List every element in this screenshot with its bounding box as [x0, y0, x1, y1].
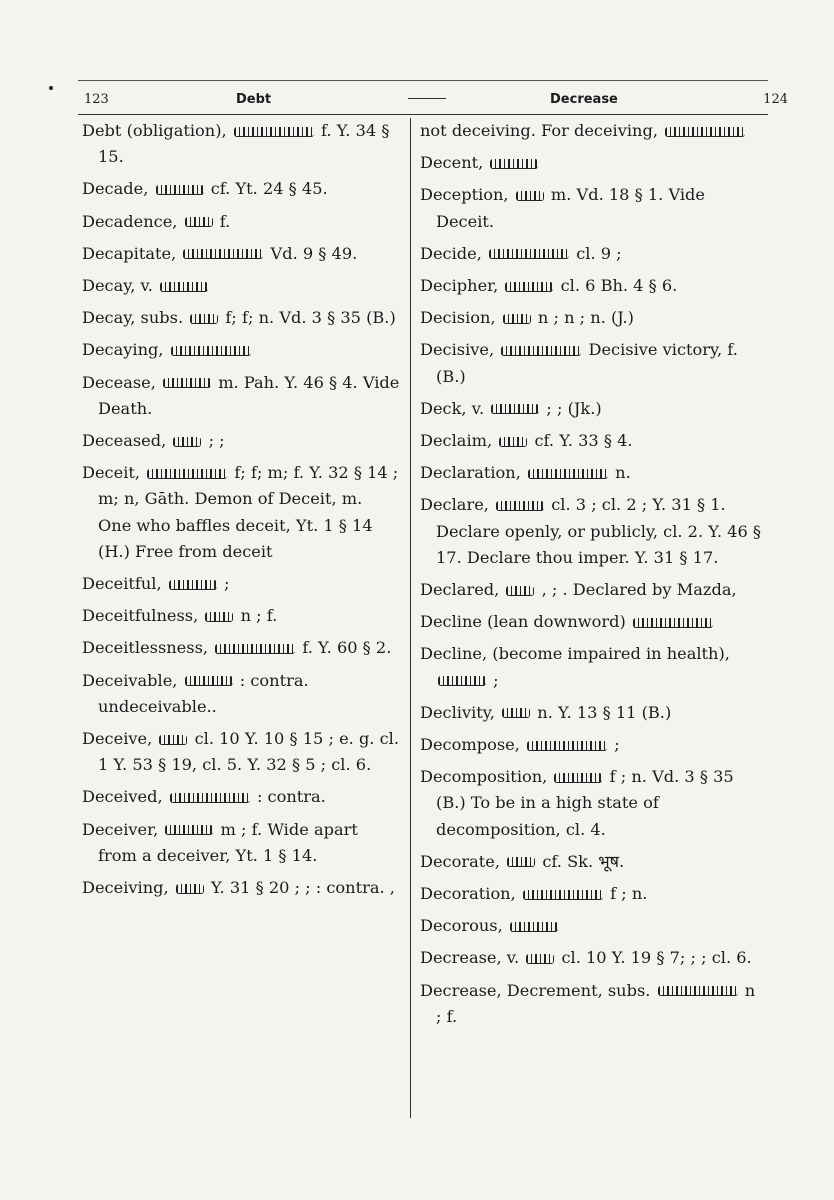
dictionary-entry [420, 492, 765, 571]
avestan-script-word [169, 580, 217, 590]
dictionary-entry [420, 273, 765, 299]
entry-definition: cl. 10 Y. 10 § 15 ; e. g. cl. 1 Y. 53 § 19, cl. 5. Y. 32 § 5 ; cl. 6. [98, 729, 399, 775]
entry-definition: f ; n. [610, 884, 648, 904]
avestan-script-word [176, 884, 204, 894]
avestan-script-word [510, 922, 558, 932]
entry-headword: Declaration, [420, 463, 521, 483]
entry-headword: Decease, [82, 372, 156, 392]
dictionary-entry [82, 817, 400, 869]
dictionary-entry [82, 726, 400, 778]
avestan-script-word [499, 437, 527, 447]
avestan-script-word [170, 793, 250, 803]
dictionary-entry [82, 668, 400, 720]
entry-definition: Decisive victory, f. (B.) [436, 340, 738, 386]
entry-headword: Decline, (become impaired in health), [420, 644, 730, 664]
entry-definition: n. [615, 463, 631, 483]
dictionary-entry [82, 118, 400, 170]
entry-headword: not deceiving. For deceiving, [420, 121, 658, 140]
entry-headword: Decrease, Decrement, subs. [420, 980, 651, 1000]
entry-headword: Decaying, [82, 340, 164, 360]
avestan-script-word [658, 986, 738, 996]
entry-headword: Decipher, [420, 276, 499, 296]
left-guide-word: Debt [236, 92, 272, 107]
dictionary-entry [420, 609, 765, 635]
dictionary-entry [420, 881, 765, 907]
dictionary-entry [82, 784, 400, 810]
dictionary-entry [82, 273, 400, 299]
entry-definition: f. Y. 60 § 2. [302, 638, 392, 658]
dictionary-entry [420, 182, 765, 234]
avestan-script-word [215, 644, 295, 654]
entry-definition: Vd. 9 § 49. [270, 243, 358, 263]
dictionary-entry [420, 241, 765, 267]
avestan-script-word [523, 890, 603, 900]
entry-headword: Deceased, [82, 431, 167, 451]
entry-definition: cf. Y. 33 § 4. [534, 431, 633, 451]
dictionary-entry [82, 209, 400, 235]
entry-headword: Decompose, [420, 735, 520, 755]
avestan-script-word [160, 282, 208, 292]
avestan-script-word [526, 954, 554, 964]
avestan-script-word [503, 314, 531, 324]
entry-headword: Declaim, [420, 431, 493, 451]
dictionary-entry [82, 241, 400, 267]
dictionary-entry [420, 945, 765, 971]
avestan-script-word [190, 314, 218, 324]
avestan-script-word [165, 825, 213, 835]
dictionary-entry [420, 337, 765, 389]
entry-definition: ; ; [208, 431, 225, 451]
entry-headword: Decorous, [420, 916, 503, 936]
avestan-script-word [183, 249, 263, 259]
entry-definition: : contra. [256, 787, 326, 807]
avestan-script-word [507, 857, 535, 867]
dictionary-entry [420, 849, 765, 875]
entry-headword: Decomposition, [420, 767, 548, 787]
avestan-script-word [501, 346, 581, 356]
entry-headword: Deceive, [82, 729, 153, 749]
entry-headword: Decide, [420, 243, 482, 263]
dictionary-entry [420, 764, 765, 843]
entry-headword: Deceitfulness, [82, 606, 199, 626]
dictionary-entry [420, 460, 765, 486]
dictionary-entry [82, 305, 400, 331]
entry-headword: Debt (obligation), [82, 121, 227, 140]
entry-definition: f; f; n. Vd. 3 § 35 (B.) [225, 308, 396, 328]
top-rule [78, 80, 768, 81]
entry-headword: Deceiving, [82, 878, 169, 898]
entry-definition: Y. 31 § 20 ; ; : contra. , [210, 878, 395, 898]
entry-headword: Decent, [420, 153, 484, 173]
avestan-script-word [159, 735, 187, 745]
ink-speck [49, 86, 53, 90]
left-page-number: 123 [84, 92, 109, 107]
dictionary-entry [420, 577, 765, 603]
entry-definition: , ; . Declared by Mazda, [541, 580, 737, 600]
dictionary-entry [420, 700, 765, 726]
avestan-script-word [171, 346, 251, 356]
avestan-script-word [173, 437, 201, 447]
avestan-script-word [516, 191, 544, 201]
entry-definition: ; [223, 574, 230, 594]
column-divider [410, 118, 411, 1118]
entry-headword: Deceitful, [82, 574, 162, 594]
entry-headword: Decline (lean downword) [420, 612, 626, 632]
dictionary-entry [420, 732, 765, 758]
avestan-script-word [496, 501, 544, 511]
avestan-script-word [665, 127, 745, 137]
avestan-script-word [163, 378, 211, 388]
entry-headword: Decisive, [420, 340, 495, 360]
dictionary-entry [420, 305, 765, 331]
dictionary-entry [82, 635, 400, 661]
entry-headword: Deceit, [82, 463, 141, 483]
entry-definition: ; ; (Jk.) [546, 398, 602, 418]
entry-definition: f. Y. 34 § 15. [98, 121, 390, 167]
avestan-script-word [506, 586, 534, 596]
avestan-script-word [489, 249, 569, 259]
entry-headword: Deceitlessness, [82, 638, 209, 658]
avestan-script-word [185, 217, 213, 227]
entry-definition: f. [219, 211, 231, 231]
dictionary-entry [82, 370, 400, 422]
dictionary-entry [82, 460, 400, 565]
entry-definition: f ; n. Vd. 3 § 35 (B.) To be in a high state of decomposition, cl. 4. [436, 767, 734, 839]
entry-headword: Declivity, [420, 702, 495, 722]
entry-definition: ; [493, 670, 499, 690]
header-dash [408, 98, 446, 99]
header-rule [78, 114, 768, 115]
entry-headword: Decoration, [420, 884, 516, 904]
avestan-script-word [185, 676, 233, 686]
avestan-script-word [147, 469, 227, 479]
entry-headword: Declared, [420, 580, 500, 600]
dictionary-entry [420, 118, 765, 144]
entry-headword: Declare, [420, 495, 489, 515]
dictionary-entry [420, 913, 765, 939]
entry-definition: cf. Yt. 24 § 45. [210, 179, 328, 199]
dictionary-entry [82, 875, 400, 901]
avestan-script-word [234, 127, 314, 137]
dictionary-entry [420, 150, 765, 176]
dictionary-entry [420, 396, 765, 422]
entry-definition: m. Pah. Y. 46 § 4. Vide Death. [98, 372, 400, 418]
entry-headword: Deceived, [82, 787, 163, 807]
entry-definition: cl. 3 ; cl. 2 ; Y. 31 § 1. Declare openly, or publicly, cl. 2. Y. 46 § 17. Declare thou imper. Y. 31 § 17. [436, 495, 762, 567]
entry-definition: cf. Sk. भूष. [542, 851, 625, 871]
entry-definition: m. Vd. 18 § 1. Vide Deceit. [436, 185, 705, 231]
left-column [82, 118, 400, 907]
entry-headword: Decrease, v. [420, 948, 520, 968]
entry-headword: Decision, [420, 308, 496, 328]
avestan-script-word [528, 469, 608, 479]
avestan-script-word [527, 741, 607, 751]
avestan-script-word [156, 185, 204, 195]
avestan-script-word [502, 708, 530, 718]
entry-definition: ; [614, 735, 620, 755]
avestan-script-word [505, 282, 553, 292]
avestan-script-word [205, 612, 233, 622]
dictionary-entry [82, 337, 400, 363]
dictionary-entry [420, 428, 765, 454]
avestan-script-word [491, 404, 539, 414]
dictionary-entry [82, 176, 400, 202]
entry-headword: Decapitate, [82, 243, 177, 263]
entry-definition: : contra. undeceivable.. [98, 670, 309, 716]
entry-definition: n ; n ; n. (J.) [537, 308, 634, 328]
dictionary-entry [420, 978, 765, 1030]
entry-headword: Deceiver, [82, 819, 159, 839]
entry-definition: cl. 6 Bh. 4 § 6. [560, 276, 678, 296]
entry-headword: Decade, [82, 179, 149, 199]
dictionary-entry [82, 571, 400, 597]
entry-headword: Decay, v. [82, 276, 153, 296]
entry-headword: Decay, subs. [82, 308, 184, 328]
avestan-script-word [438, 676, 486, 686]
entry-definition: f; f; m; f. Y. 32 § 14 ; m; n, Gāth. Demon of Deceit, m. One who baffles deceit, Yt. 1 § 14 (H.) Free from deceit [98, 463, 399, 561]
dictionary-entry [82, 603, 400, 629]
entry-definition: n ; f. [240, 606, 278, 626]
right-guide-word: Decrease [550, 92, 618, 107]
dictionary-entry [82, 428, 400, 454]
avestan-script-word [490, 159, 538, 169]
entry-definition: n ; f. [436, 980, 756, 1026]
entry-headword: Decorate, [420, 851, 500, 871]
entry-definition: cl. 10 Y. 19 § 7; ; ; cl. 6. [561, 948, 752, 968]
right-column [420, 118, 765, 1036]
right-page-number: 124 [763, 92, 788, 107]
avestan-script-word [633, 618, 713, 628]
entry-headword: Deception, [420, 185, 509, 205]
entry-headword: Decadence, [82, 211, 178, 231]
avestan-script-word [554, 773, 602, 783]
entry-definition: m ; f. Wide apart from a deceiver, Yt. 1 § 14. [98, 819, 358, 865]
entry-headword: Deck, v. [420, 398, 485, 418]
dictionary-entry [420, 641, 765, 693]
entry-definition: n. Y. 13 § 11 (B.) [537, 702, 672, 722]
running-header [78, 90, 788, 112]
entry-headword: Deceivable, [82, 670, 178, 690]
entry-definition: cl. 9 ; [576, 243, 622, 263]
